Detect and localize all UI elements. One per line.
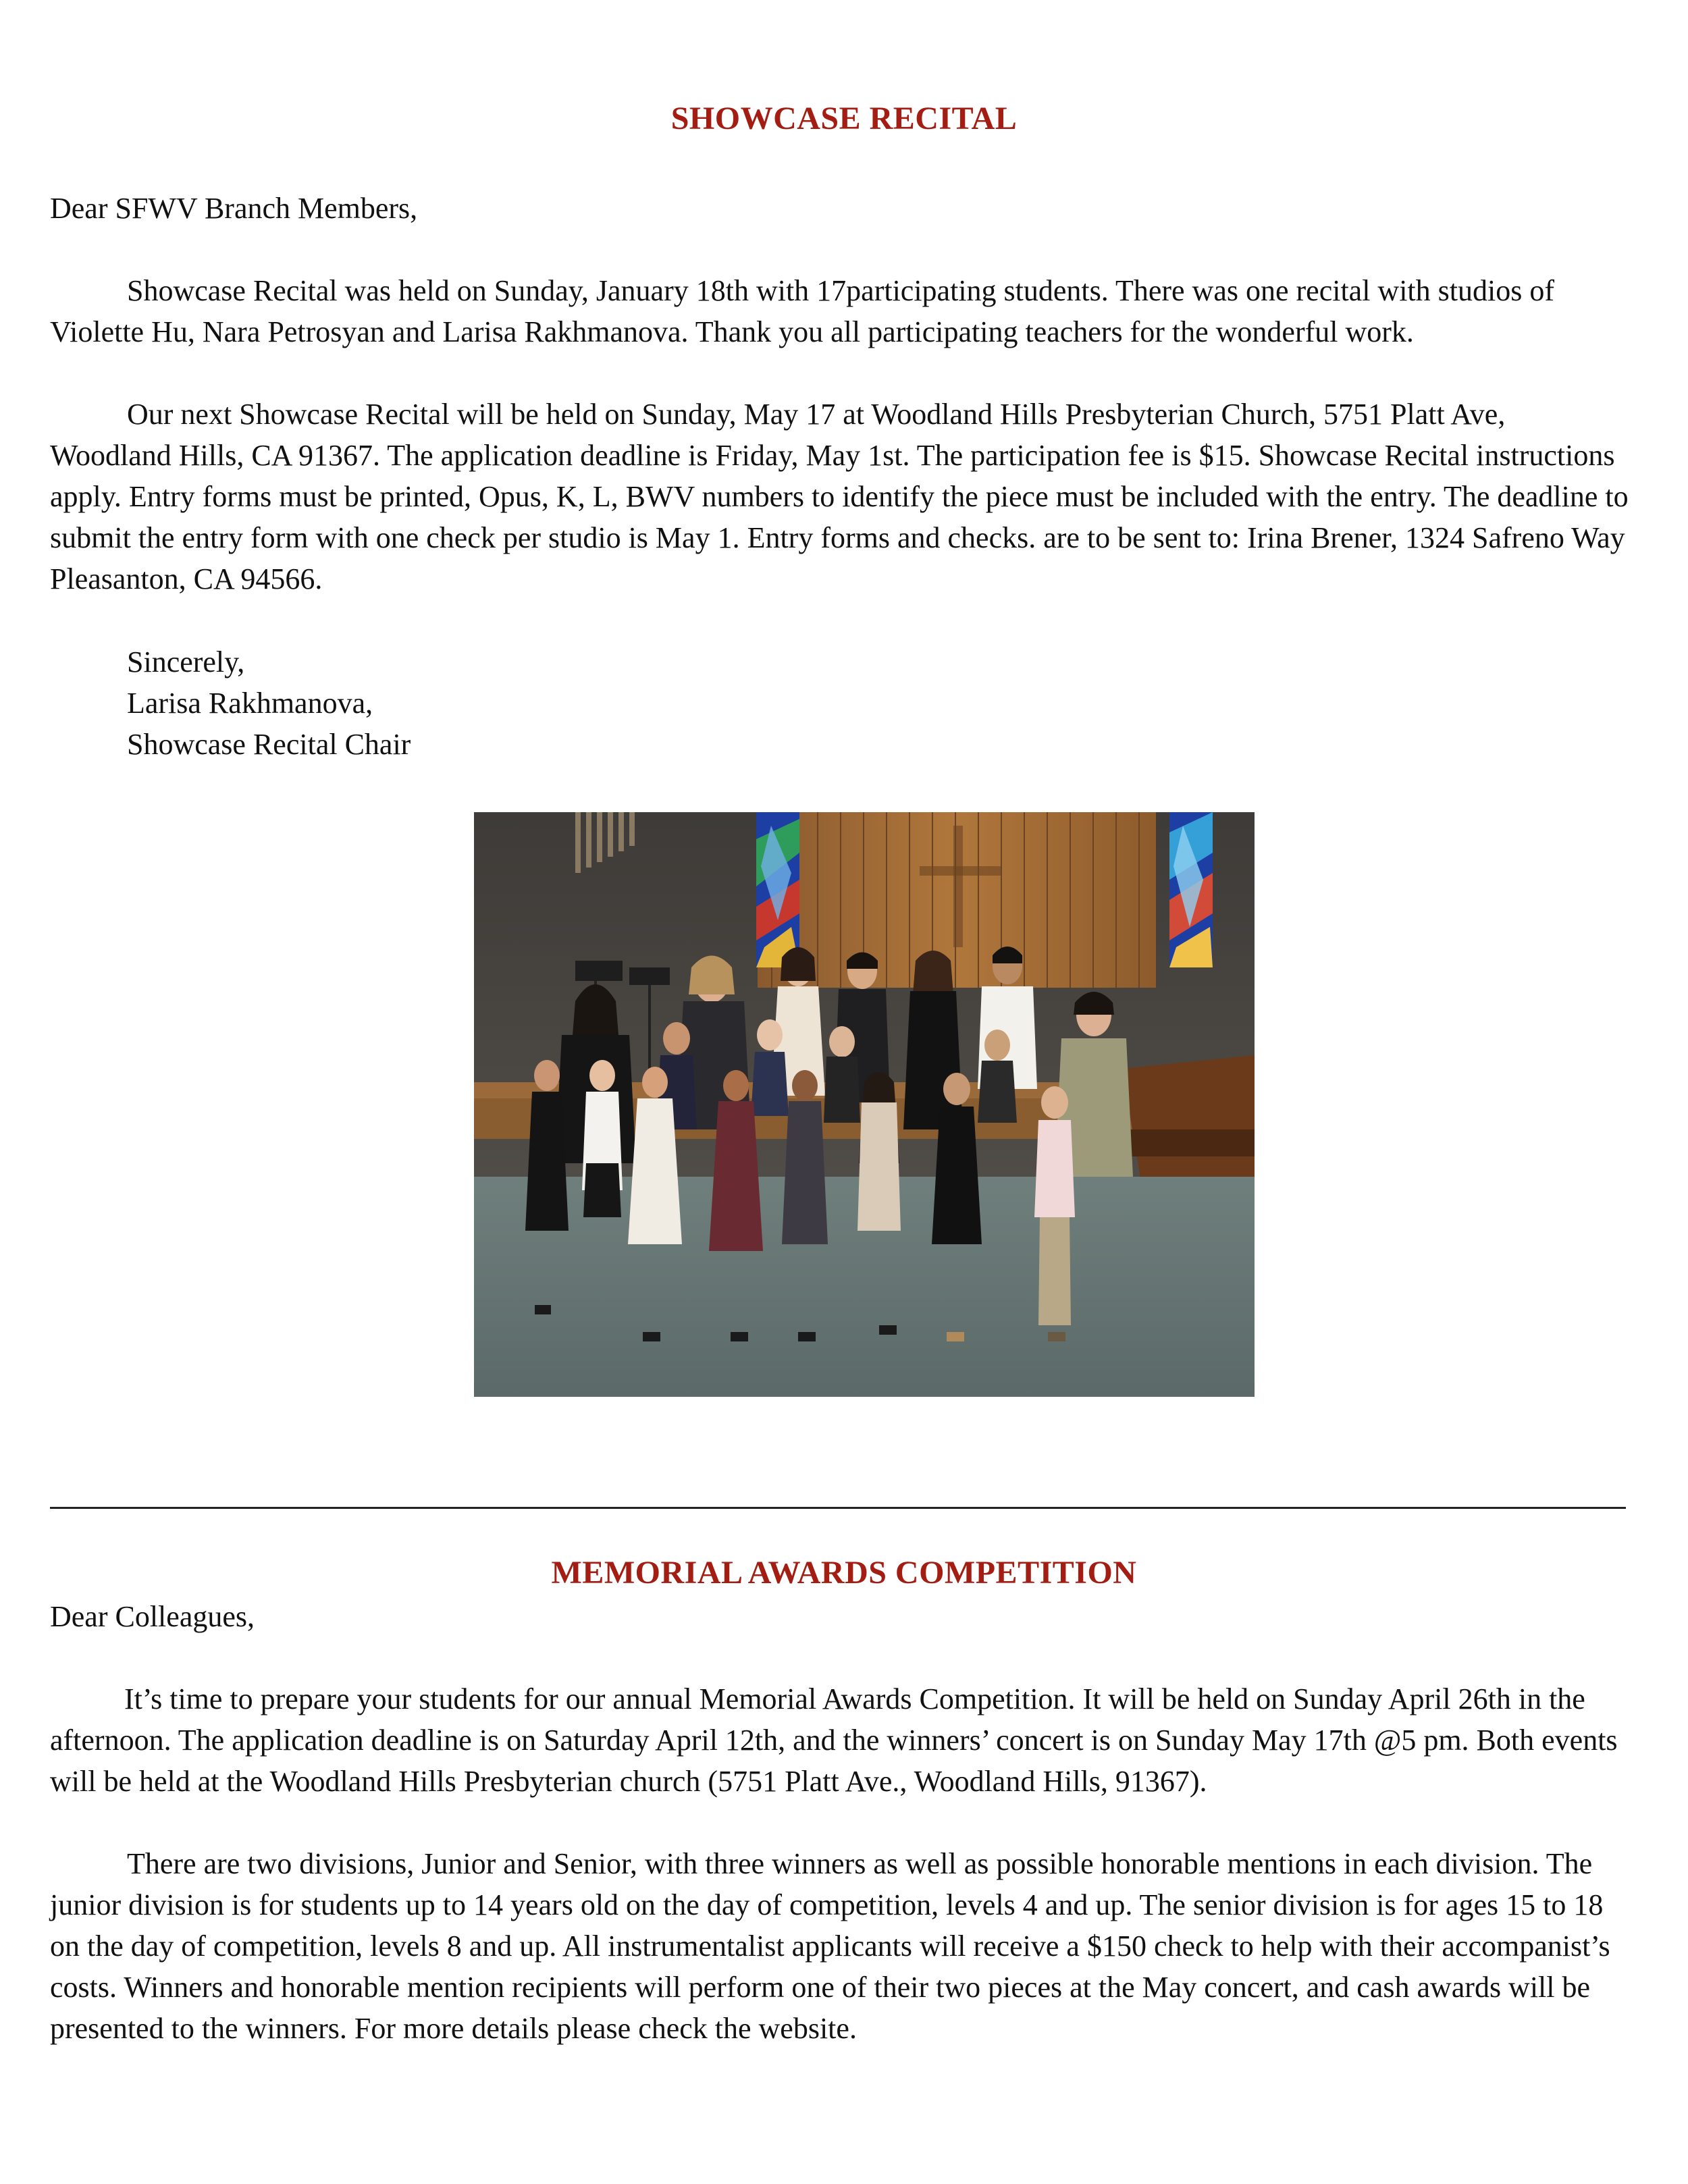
showcase-salutation: Dear SFWV Branch Members, (50, 192, 418, 225)
memorial-salutation: Dear Colleagues, (50, 1600, 255, 1633)
closing-line: Sincerely, (127, 645, 245, 678)
showcase-paragraph-2: Our next Showcase Recital will be held on Sunday, May 17 at Woodland Hills Presbyterian Church, 5751 Platt Ave, Woodland Hills, CA 91367. The application deadline is Friday, May 1st. The participation fee is $15. Showcase Recital instructions apply. Entry forms must be printed, Opus, K, L, BWV numbers to identify the piece must be included with the entry. The deadline to submit the entry form with one check per studio is May 1. Entry forms and checks. are to be sent to: Irina Brener, 1324 Safreno Way Pleasanton, CA 94566. (50, 398, 1629, 595)
recital-group-photo (474, 812, 1255, 1397)
memorial-paragraph-1: It’s time to prepare your students for our annual Memorial Awards Competition. It will be held on Sunday April 26th in the afternoon. The application deadline is on Saturday April 12th, and the winners’ concert is on Sunday May 17th @5 pm. Both events will be held at the Woodland Hills Presbyterian church (5751 Platt Ave., Woodland Hills, 91367). (50, 1682, 1618, 1798)
memorial-awards-heading: MEMORIAL AWARDS COMPETITION (551, 1555, 1137, 1591)
memorial-paragraph-2: There are two divisions, Junior and Senior, with three winners as well as possible honorable mentions in each division. The junior division is for students up to 14 years old on the day of competition, levels 4 and up. The senior division is for ages 15 to 18 on the day of competition, levels 8 and up. All instrumentalist applicants will receive a $150 check to help with their accompanist’s costs. Winners and honorable mention recipients will perform one of their two pieces at the May concert, and cash awards will be presented to the winners. For more details please check the website. (50, 1847, 1610, 2045)
signer-title: Showcase Recital Chair (127, 728, 411, 761)
showcase-paragraph-1: Showcase Recital was held on Sunday, January 18th with 17participating students. There was one recital with studios of Violette Hu, Nara Petrosyan and Larisa Rakhmanova. Thank you all participating teachers for the wonderful work. (50, 274, 1554, 348)
showcase-recital-heading: SHOWCASE RECITAL (670, 101, 1018, 136)
signer-name: Larisa Rakhmanova, (127, 687, 373, 720)
section-divider (50, 1507, 1626, 1509)
